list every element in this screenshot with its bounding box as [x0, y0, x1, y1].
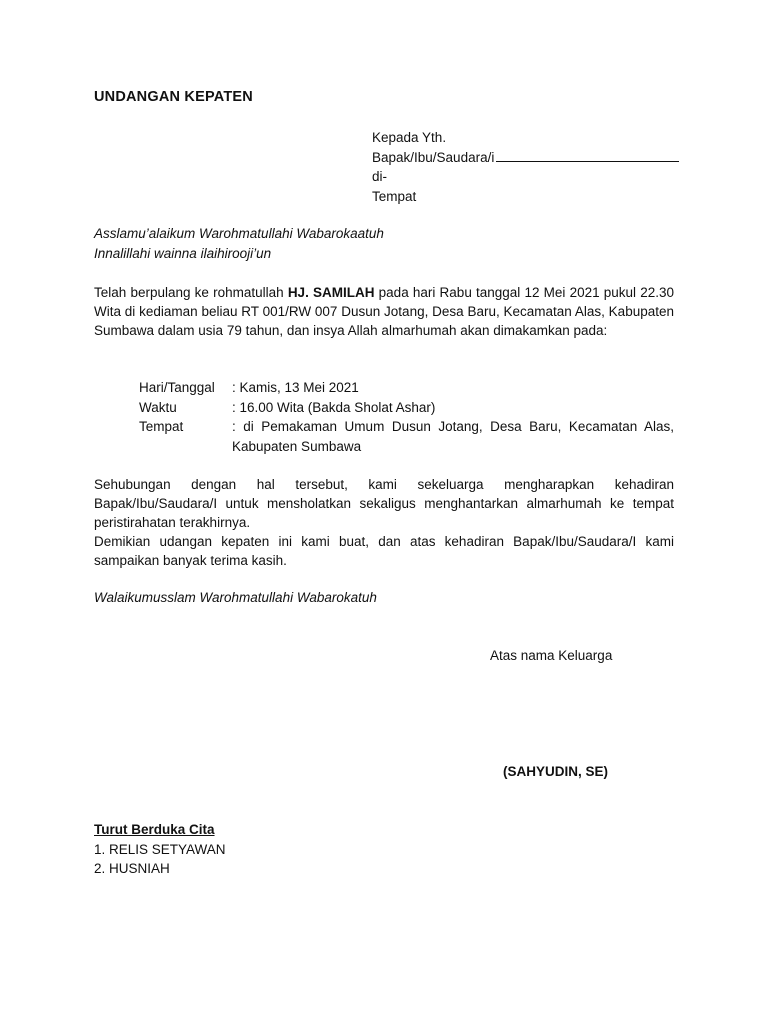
document-title: UNDANGAN KEPATEN — [94, 89, 253, 105]
address-line-4: Tempat — [372, 188, 417, 204]
announcement-text-before: Telah berpulang ke rohmatullah — [94, 285, 288, 300]
detail-row-date — [139, 378, 674, 398]
detail-label-time: Waktu — [139, 399, 177, 415]
condolence-item: 1. RELIS SETYAWAN — [94, 841, 226, 857]
detail-value-date: : Kamis, 13 Mei 2021 — [232, 380, 359, 395]
address-line-3: di- — [372, 169, 388, 184]
request-paragraph: Sehubungan dengan hal tersebut, kami sekeluarga mengharapkan kehadiran Bapak/Ibu/Saudara/I untuk mensholatkan sekaligus menghantarkan almarhumah ke tempat peristirahatan terakhirnya. — [94, 477, 674, 531]
recipient-blank-line — [496, 148, 679, 162]
condolences-section — [94, 820, 226, 879]
address-line-1: Kepada Yth. — [372, 130, 447, 145]
detail-label-date: Hari/Tanggal — [139, 380, 215, 395]
deceased-name: HJ. SAMILAH — [287, 285, 375, 300]
greeting — [94, 224, 384, 263]
closing-salam: Walaikumusslam Warohmatullahi Wabarokatuh — [94, 590, 377, 605]
announcement-paragraph — [94, 283, 674, 341]
detail-row-place — [139, 417, 674, 456]
condolence-item: 2. HUSNIAH — [94, 861, 170, 876]
greeting-innalillahi: Innalillahi wainna ilaihirooji’un — [94, 245, 272, 261]
condolences-heading: Turut Berduka Cita — [94, 822, 215, 837]
announcement-text-after: pada hari Rabu tanggal 12 Mei 2021 pukul 22.30 Wita di kediaman beliau RT 001/RW 007 Dusun Jotang, Desa Baru, Kecamatan Alas, Kabupaten Sumbawa dalam usia 79 tahun, dan insya Allah almarhumah akan dimakamkan pada: — [94, 285, 674, 339]
greeting-salam: Asslamu’alaikum Warohmatullahi Wabarokaatuh — [94, 226, 384, 241]
funeral-details — [139, 378, 674, 456]
thanks-paragraph: Demikian udangan kepaten ini kami buat, dan atas kehadiran Bapak/Ibu/Saudara/I kami sampaikan banyak terima kasih. — [94, 534, 674, 569]
detail-row-time — [139, 398, 674, 418]
on-behalf-label: Atas nama Keluarga — [490, 648, 613, 663]
signatory-name: (SAHYUDIN, SE) — [503, 764, 609, 779]
detail-label-place: Tempat — [139, 419, 184, 434]
address-line-2 — [372, 148, 679, 168]
detail-value-time: : 16.00 Wita (Bakda Sholat Ashar) — [232, 399, 436, 415]
address-recipient-label: Bapak/Ibu/Saudara/i — [372, 149, 495, 165]
recipient-address — [372, 128, 679, 206]
detail-value-place: : di Pemakaman Umum Dusun Jotang, Desa Baru, Kecamatan Alas, Kabupaten Sumbawa — [232, 419, 674, 454]
